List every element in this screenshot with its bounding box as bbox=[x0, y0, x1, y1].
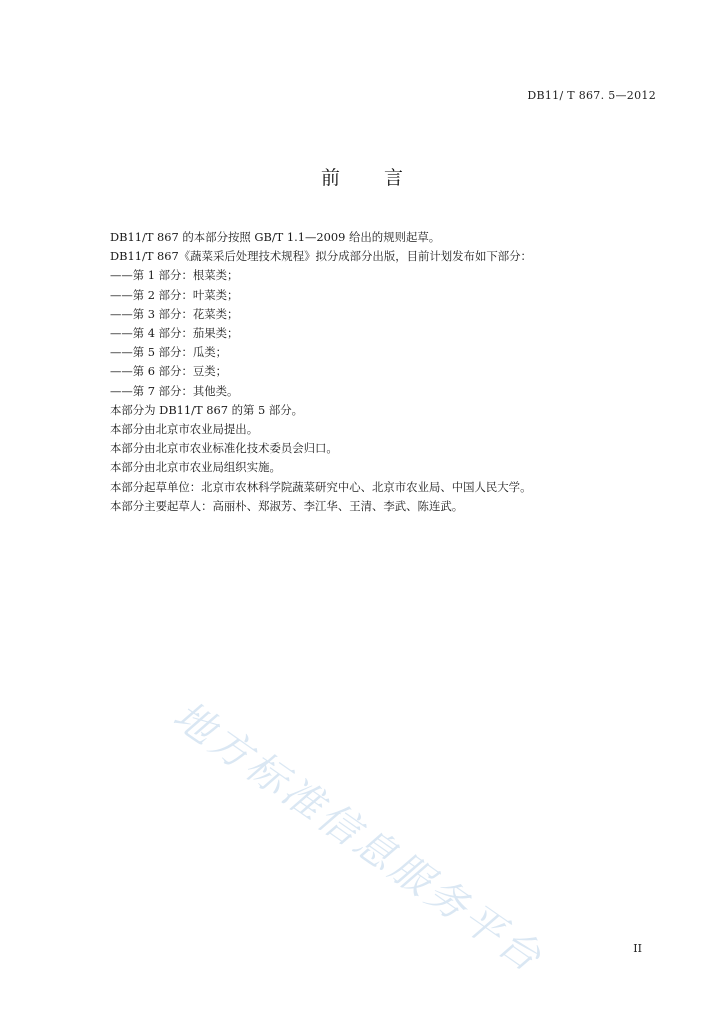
list-item-part-2: ——第 2 部分：叶菜类； bbox=[110, 287, 239, 302]
list-item-part-3: ——第 3 部分：花菜类； bbox=[110, 306, 239, 321]
list-item-part-1: ——第 1 部分：根菜类； bbox=[110, 268, 239, 283]
paragraph-centralized-by: 本部分由北京市农业标准化技术委员会归口。 bbox=[110, 441, 338, 456]
standard-code: DB11/ T 867. 5—2012 bbox=[527, 89, 656, 102]
paragraph-drafting-units: 本部分起草单位：北京市农林科学院蔬菜研究中心、北京市农业局、中国人民大学。 bbox=[110, 479, 532, 494]
list-item-part-4: ——第 4 部分：茄果类； bbox=[110, 326, 239, 341]
paragraph-parts-plan: DB11/T 867《蔬菜采后处理技术规程》拟分成部分出版，目前计划发布如下部分： bbox=[110, 249, 532, 264]
list-item-part-6: ——第 6 部分：豆类； bbox=[110, 364, 228, 379]
page-title bbox=[0, 163, 724, 190]
paragraph-implemented-by: 本部分由北京市农业局组织实施。 bbox=[110, 460, 281, 475]
paragraph-drafting-rules: DB11/T 867 的本部分按照 GB/T 1.1—2009 给出的规则起草。 bbox=[110, 230, 441, 244]
list-item-part-5: ——第 5 部分：瓜类； bbox=[110, 345, 228, 360]
paragraph-drafters: 本部分主要起草人：高丽朴、郑淑芳、李江华、王清、李武、陈连武。 bbox=[110, 498, 464, 513]
paragraph-this-part: 本部分为 DB11/T 867 的第 5 部分。 bbox=[110, 402, 304, 417]
list-item-part-7: ——第 7 部分：其他类。 bbox=[110, 383, 239, 398]
title-char-1: 前 bbox=[320, 167, 340, 189]
paragraph-proposed-by: 本部分由北京市农业局提出。 bbox=[110, 422, 259, 437]
foreword-body bbox=[110, 228, 630, 516]
watermark: 地方标准信息服务平台 bbox=[164, 692, 552, 983]
page-number: II bbox=[633, 942, 642, 955]
title-char-2: 言 bbox=[384, 167, 404, 189]
